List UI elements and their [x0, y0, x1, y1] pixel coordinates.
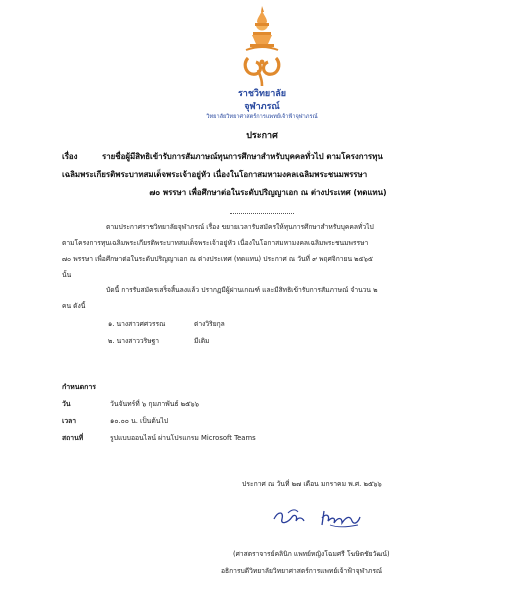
paragraph-1-line-3: ๗๐ พรรษา เพื่อศึกษาต่อในระดับปริญญาเอก ณ ต่างประเทศ (ทดแทน) ประกาศ ณ วันที่ ๙ พฤศจิกายน ๒๕๖๕ — [62, 255, 373, 263]
announcement-date: ประกาศ ณ วันที่ ๒๗ เดือน มกราคม พ.ศ. ๒๕๖๖ — [242, 480, 382, 488]
university-emblem-icon — [228, 4, 296, 88]
handwritten-signature — [268, 505, 388, 531]
college-name: วิทยาลัยวิทยาศาสตร์การแพทย์เจ้าฟ้าจุฬาภรณ์ — [206, 114, 318, 120]
paragraph-1-line-2: ตามโครงการทุนเฉลิมพระเกียรติพระบาทสมเด็จพระเจ้าอยู่หัว เนื่องในโอกาสมหามงคลเฉลิมพระชนมพรรษา — [62, 239, 369, 247]
signer-position: อธิการบดีวิทยาลัยวิทยาศาสตร์การแพทย์เจ้าฟ้าจุฬาภรณ์ — [221, 567, 383, 575]
paragraph-1-line-1: ตามประกาศราชวิทยาลัยจุฬาภรณ์ เรื่อง ขยายเวลารับสมัครให้ทุนการศึกษาสำหรับบุคคลทั่วไป — [106, 223, 374, 231]
schedule-date-value: วันจันทร์ที่ ๖ กุมภาพันธ์ ๒๕๖๖ — [110, 400, 199, 408]
paragraph-2-line-1: บัดนี้ การรับสมัครเสร็จสิ้นลงแล้ว ปรากฏมีผู้ผ่านเกณฑ์ และมีสิทธิเข้ารับการสัมภาษณ์ จำนวน ๒ — [106, 286, 378, 294]
schedule-place-label: สถานที่ — [62, 434, 84, 442]
subject-line-2: เฉลิมพระเกียรติพระบาทสมเด็จพระเจ้าอยู่หัว เนื่องในโอกาสมหามงคลเฉลิมพระชนมพรรษา — [62, 170, 368, 179]
schedule-date-label: วัน — [62, 400, 71, 408]
candidate-2-surname: มีเติม — [194, 337, 210, 345]
subject-line-1: รายชื่อผู้มีสิทธิเข้ารับการสัมภาษณ์ทุนการศึกษาสำหรับบุคคลทั่วไป ตามโครงการทุน — [102, 152, 383, 161]
candidate-1-name: ๑. นางสาวศศวรรณ — [108, 320, 166, 328]
schedule-time-label: เวลา — [62, 417, 77, 425]
signer-name: (ศาสตราจารย์คลินิก แพทย์หญิงโฉมศรี โฆษิตชัยวัฒน์) — [233, 550, 390, 558]
paragraph-2-line-2: คน ดังนี้ — [62, 302, 86, 310]
university-name-line2: จุฬาภรณ์ — [244, 102, 280, 112]
subject-line-3: ๗๐ พรรษา เพื่อศึกษาต่อในระดับปริญญาเอก ณ ต่างประเทศ (ทดแทน) — [149, 188, 387, 197]
schedule-heading: กำหนดการ — [62, 383, 97, 391]
paragraph-1-line-4: นั้น — [62, 271, 72, 279]
candidate-1-surname: ต่างวิริยกุล — [194, 320, 225, 328]
schedule-place-value: รูปแบบออนไลน์ ผ่านโปรแกรม Microsoft Teams — [110, 434, 256, 442]
subject-label: เรื่อง — [62, 152, 78, 161]
schedule-time-value: ๑๐.๐๐ น. เป็นต้นไป — [110, 417, 169, 425]
candidate-2-name: ๒. นางสาววริษฐา — [108, 337, 160, 345]
university-name-line1: ราชวิทยาลัย — [237, 89, 287, 99]
announcement-title: ประกาศ — [246, 131, 278, 141]
divider — [230, 213, 294, 214]
